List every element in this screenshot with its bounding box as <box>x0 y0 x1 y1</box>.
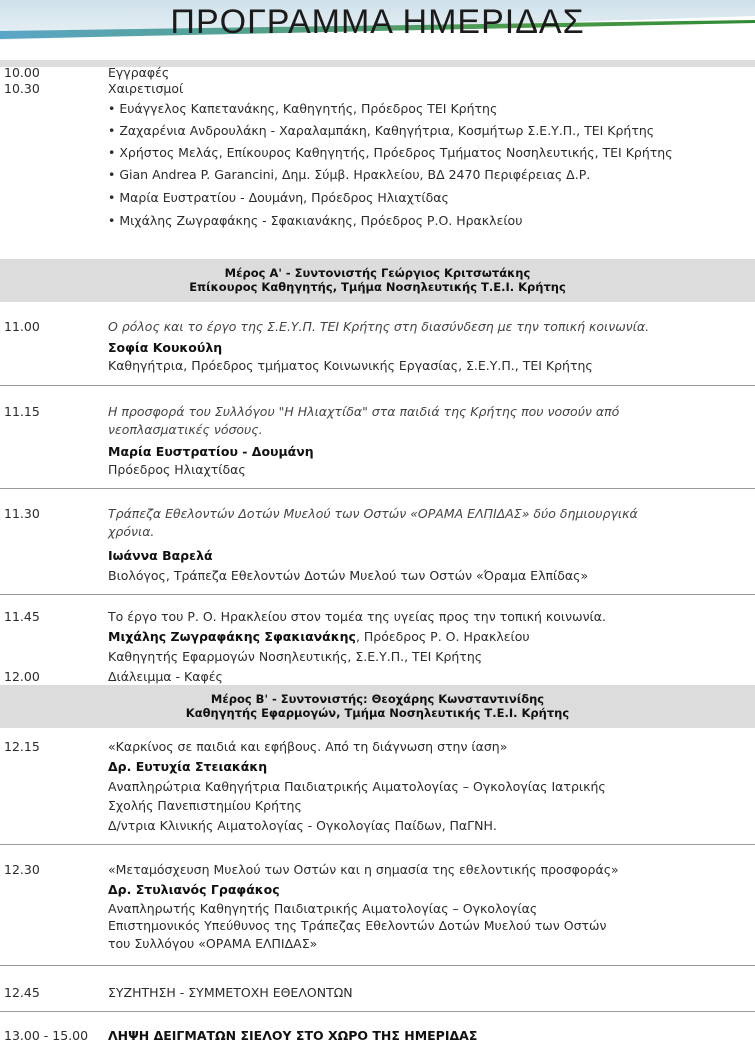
greeting-text: • Μιχάλης Ζωγραφάκης - Σφακιανάκης, Πρόεδρος Ρ.Ο. Ηρακλείου <box>108 212 753 229</box>
speaker-role-2: Δ/ντρια Κλινικής Αιματολογίας - Ογκολογίας Παίδων, ΠαΓΝΗ. <box>108 818 497 833</box>
session-topic: Τράπεζα Εθελοντών Δοτών Μυελού των Οστών «ΟΡΑΜΑ ΕΛΠΙΔΑΣ» δύο δημιουργικά <box>108 506 638 521</box>
speaker-name: Ιωάννα Βαρελά <box>108 548 213 563</box>
part-a-coordinator: Μέρος Α' - Συντονιστής Γεώργιος Κριτσωτάκης <box>224 266 531 280</box>
part-a-banner <box>0 259 755 302</box>
session-topic-cont: χρόνια. <box>108 524 155 539</box>
divider <box>0 488 755 489</box>
time-label: 11.15 <box>4 404 40 419</box>
speaker-name: Μαρία Ευστρατίου - Δουμάνη <box>108 444 314 459</box>
time-label: 12.00 <box>4 669 40 684</box>
session-topic-cont: νεοπλασματικές νόσους. <box>108 422 263 437</box>
time-label: 10.00 <box>4 65 40 80</box>
speaker-name: Μιχάλης Ζωγραφάκης Σφακιανάκης <box>108 629 356 644</box>
session-topic: Η προσφορά του Συλλόγου "Η Ηλιαχτίδα" στα παιδιά της Κρήτης που νοσούν από <box>108 404 620 419</box>
greeting-text: • Gian Andrea P. Garancini, Δημ. Σύμβ. Ηρακλείου, ΒΔ 2470 Περιφέρειας Δ.Ρ. <box>108 166 753 183</box>
saliva-sampling-label: ΛΗΨΗ ΔΕΙΓΜΑΤΩΝ ΣΙΕΛΟΥ ΣΤΟ ΧΩΡΟ ΤΗΣ ΗΜΕΡΙΔΑΣ <box>108 1028 478 1043</box>
part-b-affiliation: Καθηγητής Εφαρμογών, Τμήμα Νοσηλευτικής Τ.Ε.Ι. Κρήτης <box>185 706 570 720</box>
speaker-role-3: του Συλλόγου «ΟΡΑΜΑ ΕΛΠΙΔΑΣ» <box>108 936 318 951</box>
header-banner <box>0 0 755 60</box>
time-label: 13.00 - 15.00 <box>4 1028 89 1043</box>
session-topic: Ο ρόλος και το έργο της Σ.Ε.Υ.Π. ΤΕΙ Κρήτης στη διασύνδεση με την τοπική κοινωνία. <box>108 319 650 334</box>
speaker-name: Δρ. Στυλιανός Γραφάκος <box>108 882 280 897</box>
session-topic: Το έργο του Ρ. Ο. Ηρακλείου στον τομέα της υγείας προς την τοπική κοινωνία. <box>108 609 606 624</box>
time-label: 10.30 <box>4 81 40 96</box>
part-b-banner <box>0 685 755 728</box>
divider <box>0 1011 755 1012</box>
time-label: 12.15 <box>4 739 40 754</box>
speaker-role: Καθηγήτρια, Πρόεδρος τμήματος Κοινωνικής Εργασίας, Σ.Ε.Υ.Π., ΤΕΙ Κρήτης <box>108 358 593 373</box>
page-title: ΠΡΟΓΡΑΜΜΑ ΗΜΕΡΙΔΑΣ <box>170 3 585 41</box>
speaker-role: Αναπληρώτρια Καθηγήτρια Παιδιατρικής Αιματολογίας – Ογκολογίας Ιατρικής <box>108 779 606 794</box>
divider <box>0 594 755 595</box>
speaker-role: Βιολόγος, Τράπεζα Εθελοντών Δοτών Μυελού των Οστών «Όραμα Ελπίδας» <box>108 568 589 583</box>
time-label: 11.30 <box>4 506 40 521</box>
speaker-title: , Πρόεδρος Ρ. Ο. Ηρακλείου <box>355 629 530 644</box>
time-label: 11.00 <box>4 319 40 334</box>
speaker-role: Αναπληρωτής Καθηγητής Παιδιατρικής Αιματολογίας – Ογκολογίας <box>108 901 538 916</box>
discussion-label: ΣΥΖΗΤΗΣΗ - ΣΥΜΜΕΤΟΧΗ ΕΘΕΛΟΝΤΩΝ <box>108 985 353 1000</box>
session-topic: «Καρκίνος σε παιδιά και εφήβους. Από τη διάγνωση στην ίαση» <box>108 739 508 754</box>
session-label: Χαιρετισμοί <box>108 81 184 96</box>
speaker-role: Καθηγητής Εφαρμογών Νοσηλευτικής, Σ.Ε.Υ.Π., ΤΕΙ Κρήτης <box>108 649 483 664</box>
greeting-text: • Μαρία Ευστρατίου - Δουμάνη, Πρόεδρος Ηλιαχτίδας <box>108 189 753 206</box>
session-label: Εγγραφές <box>108 65 170 80</box>
speaker-role-2: Επιστημονικός Υπεύθυνος της Τράπεζας Εθελοντών Δοτών Μυελού των Οστών <box>108 918 607 933</box>
speaker-name: Δρ. Ευτυχία Στειακάκη <box>108 759 268 774</box>
greeting-text: • Χρήστος Μελάς, Επίκουρος Καθηγητής, Πρόεδρος Τμήματος Νοσηλευτικής, ΤΕΙ Κρήτης <box>108 144 753 161</box>
break-label: Διάλειμμα - Καφές <box>108 669 223 684</box>
greeting-text: • Ζαχαρένια Ανδρουλάκη - Χαραλαμπάκη, Καθηγήτρια, Κοσμήτωρ Σ.Ε.Υ.Π., ΤΕΙ Κρήτης <box>108 122 753 139</box>
session-topic: «Μεταμόσχευση Μυελού των Οστών και η σημασία της εθελοντικής προσφοράς» <box>108 862 619 877</box>
divider <box>0 965 755 966</box>
part-b-coordinator: Μέρος Β' - Συντονιστής: Θεοχάρης Κωνσταντινίδης <box>210 692 545 706</box>
time-label: 12.30 <box>4 862 40 877</box>
divider <box>0 844 755 845</box>
speaker-name: Σοφία Κουκούλη <box>108 340 223 355</box>
speaker-role: Πρόεδρος Ηλιαχτίδας <box>108 462 246 477</box>
divider <box>0 385 755 386</box>
time-label: 12.45 <box>4 985 40 1000</box>
greeting-text: • Ευάγγελος Καπετανάκης, Καθηγητής, Πρόεδρος ΤΕΙ Κρήτης <box>108 100 753 117</box>
time-label: 11.45 <box>4 609 40 624</box>
speaker-role-cont: Σχολής Πανεπιστημίου Κρήτης <box>108 798 302 813</box>
part-a-affiliation: Επίκουρος Καθηγητής, Τμήμα Νοσηλευτικής Τ.Ε.Ι. Κρήτης <box>189 280 566 294</box>
